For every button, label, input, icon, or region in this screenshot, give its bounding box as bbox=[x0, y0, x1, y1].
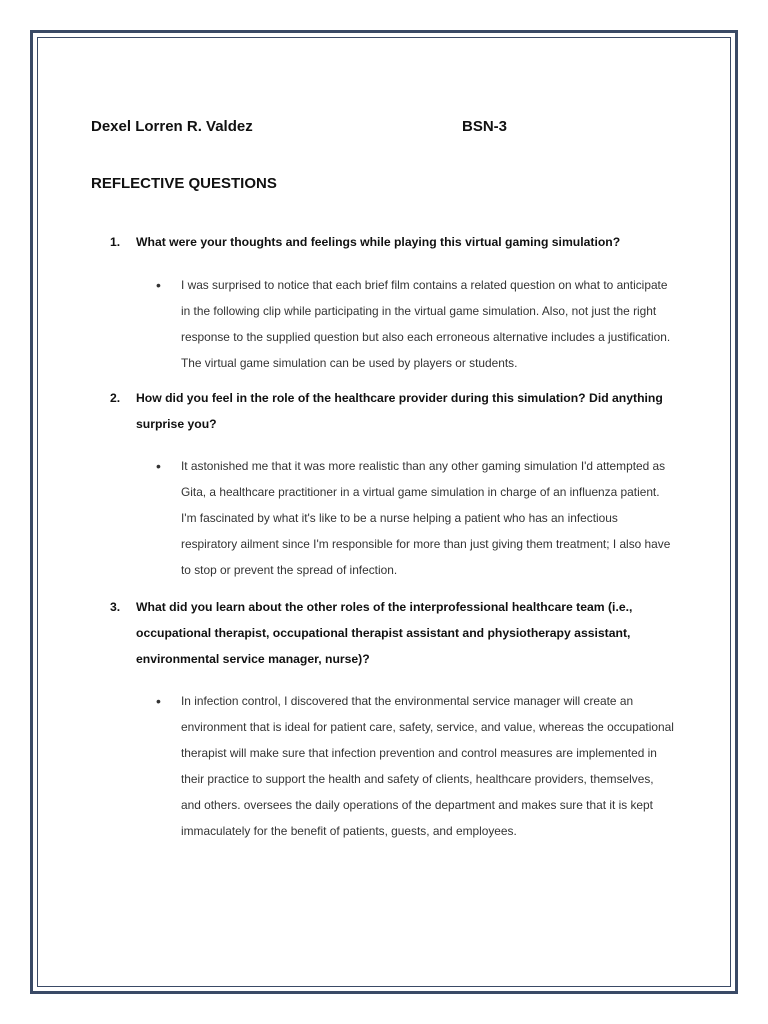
answer-item bbox=[156, 688, 675, 844]
bullet-icon: • bbox=[156, 693, 161, 709]
question-text: What were your thoughts and feelings while playing this virtual gaming simulation? bbox=[136, 235, 621, 249]
question-number: 3. bbox=[110, 600, 121, 614]
section-title: REFLECTIVE QUESTIONS bbox=[91, 175, 277, 192]
question-item bbox=[110, 229, 675, 255]
question-list bbox=[110, 229, 675, 844]
student-name: Dexel Lorren R. Valdez bbox=[91, 118, 253, 135]
answer-item bbox=[156, 453, 675, 583]
answer-text: It astonished me that it was more realistic than any other gaming simulation I'd attempted as Gita, a healthcare practitioner in a virtual game simulation in charge of an influenza patient. I'm fascinated by what it's like to be a nurse helping a patient who has an infectious respiratory ailment since I'm responsible for more than just giving them treatment; I also have to stop or prevent the spread of infection. bbox=[181, 459, 671, 577]
question-number: 2. bbox=[110, 391, 121, 405]
document-header bbox=[91, 118, 708, 140]
answer-text: In infection control, I discovered that the environmental service manager will create an environment that is ideal for patient care, safety, service, and value, whereas the occupational therapist will make sure that infection prevention and control measures are implemented in their practice to support the health and safety of clients, healthcare providers, themselves, and others. oversees the daily operations of the department and makes sure that it is kept immaculately for the benefit of patients, guests, and employees. bbox=[181, 694, 674, 838]
course-code: BSN-3 bbox=[462, 118, 508, 135]
bullet-icon: • bbox=[156, 277, 161, 293]
question-item bbox=[110, 385, 675, 437]
answer-text: I was surprised to notice that each brief film contains a related question on what to anticipate in the following clip while participating in the virtual game simulation. Also, not just the right response to the supplied question but also each erroneous alternative includes a justification. The virtual game simulation can be used by players or students. bbox=[181, 278, 671, 370]
question-item bbox=[110, 594, 675, 672]
question-number: 1. bbox=[110, 235, 121, 249]
answer-item bbox=[156, 272, 675, 376]
question-text: What did you learn about the other roles of the interprofessional healthcare team (i.e., occupational therapist, occupational therapist assistant and physiotherapy assistant, environmental service manager, nurse)? bbox=[136, 600, 633, 666]
bullet-icon: • bbox=[156, 458, 161, 474]
question-text: How did you feel in the role of the healthcare provider during this simulation? Did anything surprise you? bbox=[136, 391, 663, 431]
